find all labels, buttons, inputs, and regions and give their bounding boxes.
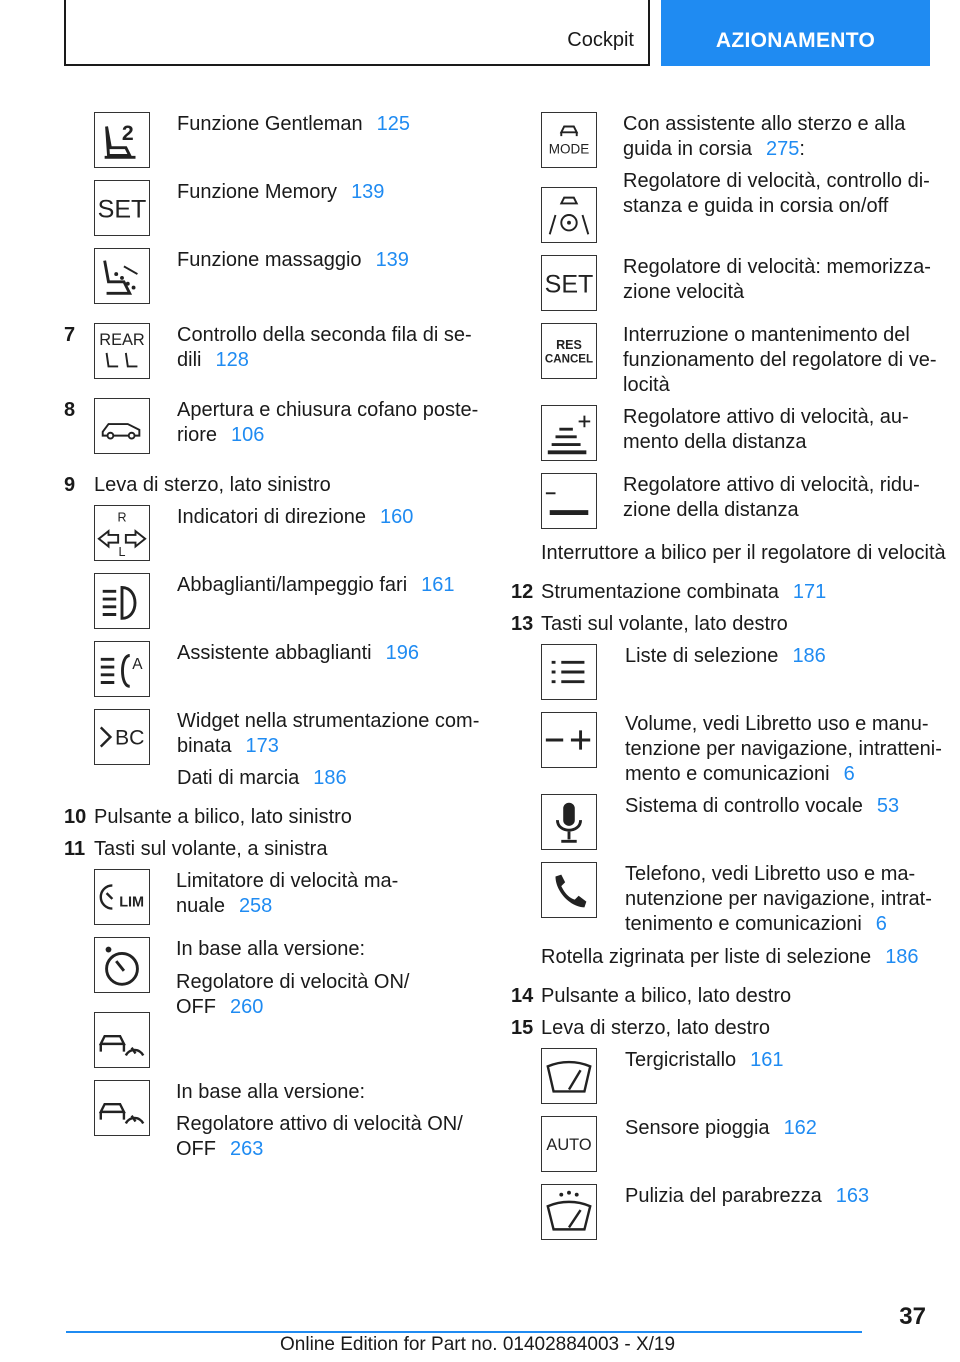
page-ref-link[interactable]: 161 [750,1049,784,1071]
trip-data-entry: Dati di marcia 186 [177,767,347,789]
page-ref-link[interactable]: 139 [375,249,409,271]
rain-sensor-entry: Sensore pioggia 162 [625,1117,817,1139]
auto-rain-icon [541,1116,597,1172]
distance-decrease-icon [541,473,597,529]
resume-cancel-entry: Interruzione o mantenimento del funzionamento del regolatore di ve- locità [623,324,937,396]
stalk-left-heading: Leva di sterzo, lato sinistro [94,474,331,496]
page-ref-link[interactable]: 6 [843,763,855,785]
high-beam-assist-entry: Assistente abbaglianti 196 [177,642,419,664]
trunk-car-icon [94,398,150,454]
chapter-tab-label: AZIONAMENTO [715,29,876,52]
active-cruise-entry: Regolatore attivo di velocità ON/ OFF 263 [176,1113,463,1160]
svg-text:R: R [117,510,127,525]
volume-minus-plus-icon [541,712,597,768]
voice-control-entry: Sistema di controllo vocale 53 [625,795,900,817]
lane-steering-icon [541,187,597,243]
item-number: 9 [64,474,76,496]
high-beam-icon [94,573,150,629]
high-beam-assist-icon [94,641,150,697]
cruise-rocker-note: Interruttore a bilico per il regolatore di velocità [541,542,946,564]
page-ref-link[interactable]: 139 [351,181,385,203]
speed-limiter-entry: Limitatore di velocità ma- nuale 258 [176,870,399,917]
page-ref-link[interactable]: 162 [783,1117,817,1139]
page-header [64,0,930,66]
page-ref-link[interactable]: 171 [792,581,827,603]
item-number: 13 [511,613,534,635]
page-ref-link[interactable]: 128 [215,349,249,371]
item-number: 15 [511,1017,534,1039]
item-number: 14 [511,985,534,1007]
list-icon [541,644,597,700]
distance-increase-icon [541,405,597,461]
wiper-icon [541,1048,597,1104]
page-ref-link[interactable]: 260 [230,996,264,1018]
trunk-entry: Apertura e chiusura cofano poste- riore 106 [177,399,479,446]
svg-text:2: 2 [121,122,134,145]
page-number: 37 [899,1303,926,1330]
rear-seat-icon [94,323,150,379]
active-cruise-car-icon [94,1080,150,1136]
memory-set-icon [94,180,150,236]
page-ref-link[interactable]: 161 [421,574,455,596]
svg-text:BC: BC [114,726,145,750]
page-ref-link[interactable]: 173 [245,735,279,757]
svg-text:LIM: LIM [119,894,145,911]
page-ref-link[interactable]: 106 [231,424,265,446]
page-ref-link[interactable]: 53 [876,795,900,817]
page-ref-link[interactable]: 186 [885,946,919,968]
distance-increase-entry: Regolatore attivo di velocità, au- mento della distanza [623,406,909,453]
turn-signal-entry: Indicatori di direzione 160 [177,506,414,528]
car-gauge-icon [94,1012,150,1068]
phone-entry: Telefono, vedi Libretto uso e ma- nutenzione per navigazione, intrat- tenimento e comunicazioni 6 [625,863,932,935]
phone-icon [541,862,597,918]
microphone-icon [541,794,597,850]
bc-widget-icon [94,709,150,765]
item-number: 8 [64,399,76,421]
set-speed-icon [541,255,597,311]
page-ref-link[interactable]: 186 [313,767,347,789]
res-cancel-icon [541,323,597,379]
cruise-control-gauge-icon [94,937,150,993]
massage-entry: Funzione massaggio 139 [177,249,409,271]
wheel-right-heading: Tasti sul volante, lato destro [541,613,788,635]
page-ref-link[interactable]: 263 [230,1138,264,1160]
svg-text:REAR: REAR [99,331,145,350]
high-beam-entry: Abbaglianti/lampeggio fari 161 [177,574,455,596]
edition-note: Online Edition for Part no. 01402884003 - X/19 [280,1334,676,1355]
page-ref-link[interactable]: 6 [875,913,887,935]
instrument-cluster-entry: Strumentazione combinata 171 [541,581,827,603]
steering-assist-entry: Con assistente allo sterzo e alla guida in corsia 275: [623,113,906,160]
cruise-control-entry: Regolatore di velocità ON/ OFF 260 [176,971,410,1018]
svg-text:SET: SET [97,195,147,224]
windshield-cleaning-entry: Pulizia del parabrezza 163 [625,1185,870,1207]
massage-seat-icon [94,248,150,304]
stalk-right-heading: Leva di sterzo, lato destro [541,1017,771,1039]
item-number: 10 [64,806,87,828]
page-ref-link[interactable]: 258 [238,895,273,917]
rocker-right-heading: Pulsante a bilico, lato destro [541,985,792,1007]
footer-divider [66,1331,862,1333]
svg-text:A: A [132,656,143,673]
version-note: In base alla versione: [176,938,366,960]
section-label-box [64,0,650,66]
chapter-tab[interactable] [661,0,930,66]
thumbwheel-entry: Rotella zigrinata per liste di selezione 186 [541,946,919,968]
page-ref-link[interactable]: 160 [380,506,414,528]
wiper-entry: Tergicristallo 161 [625,1049,784,1071]
volume-entry: Volume, vedi Libretto uso e manu- tenzione per navigazione, intratteni- mento e comunicazioni 6 [625,713,942,785]
item-number: 7 [64,324,76,346]
distance-decrease-entry: Regolatore attivo di velocità, ridu- zione della distanza [623,474,920,521]
gentleman-seat-icon [94,112,150,168]
mode-icon [541,112,597,168]
memory-entry: Funzione Memory 139 [177,181,385,203]
svg-text:SET: SET [544,270,594,299]
page-ref-link[interactable]: 186 [792,645,826,667]
wheel-left-heading: Tasti sul volante, a sinistra [94,838,328,860]
svg-text:AUTO: AUTO [546,1135,592,1154]
svg-text:L: L [118,545,126,560]
page-ref-link[interactable]: 163 [835,1185,870,1207]
item-number: 12 [511,581,534,603]
page-ref-link[interactable]: 125 [376,113,411,135]
washer-icon [541,1184,597,1240]
svg-text:CANCEL: CANCEL [544,353,594,366]
page-ref-link[interactable]: 275 [765,138,800,160]
widget-entry: Widget nella strumentazione com- binata 173 [177,710,480,757]
svg-text:MODE: MODE [548,141,590,157]
version-note: In base alla versione: [176,1081,366,1103]
item-number: 11 [64,838,86,860]
svg-text:RES: RES [556,338,582,353]
rocker-left-heading: Pulsante a bilico, lato sinistro [94,806,352,828]
turn-signal-icon [94,505,150,561]
gentleman-entry: Funzione Gentleman 125 [177,113,411,135]
set-speed-entry: Regolatore di velocità: memorizza- zione velocità [623,256,931,303]
lane-control-entry: Regolatore di velocità, controllo di- stanza e guida in corsia on/off [623,170,930,217]
speed-limiter-icon [94,869,150,925]
section-label: Cockpit [567,29,634,51]
selection-lists-entry: Liste di selezione 186 [625,645,826,667]
page-ref-link[interactable]: 196 [385,642,419,664]
rear-control-entry: Controllo della seconda fila di se- dili 128 [177,324,472,371]
